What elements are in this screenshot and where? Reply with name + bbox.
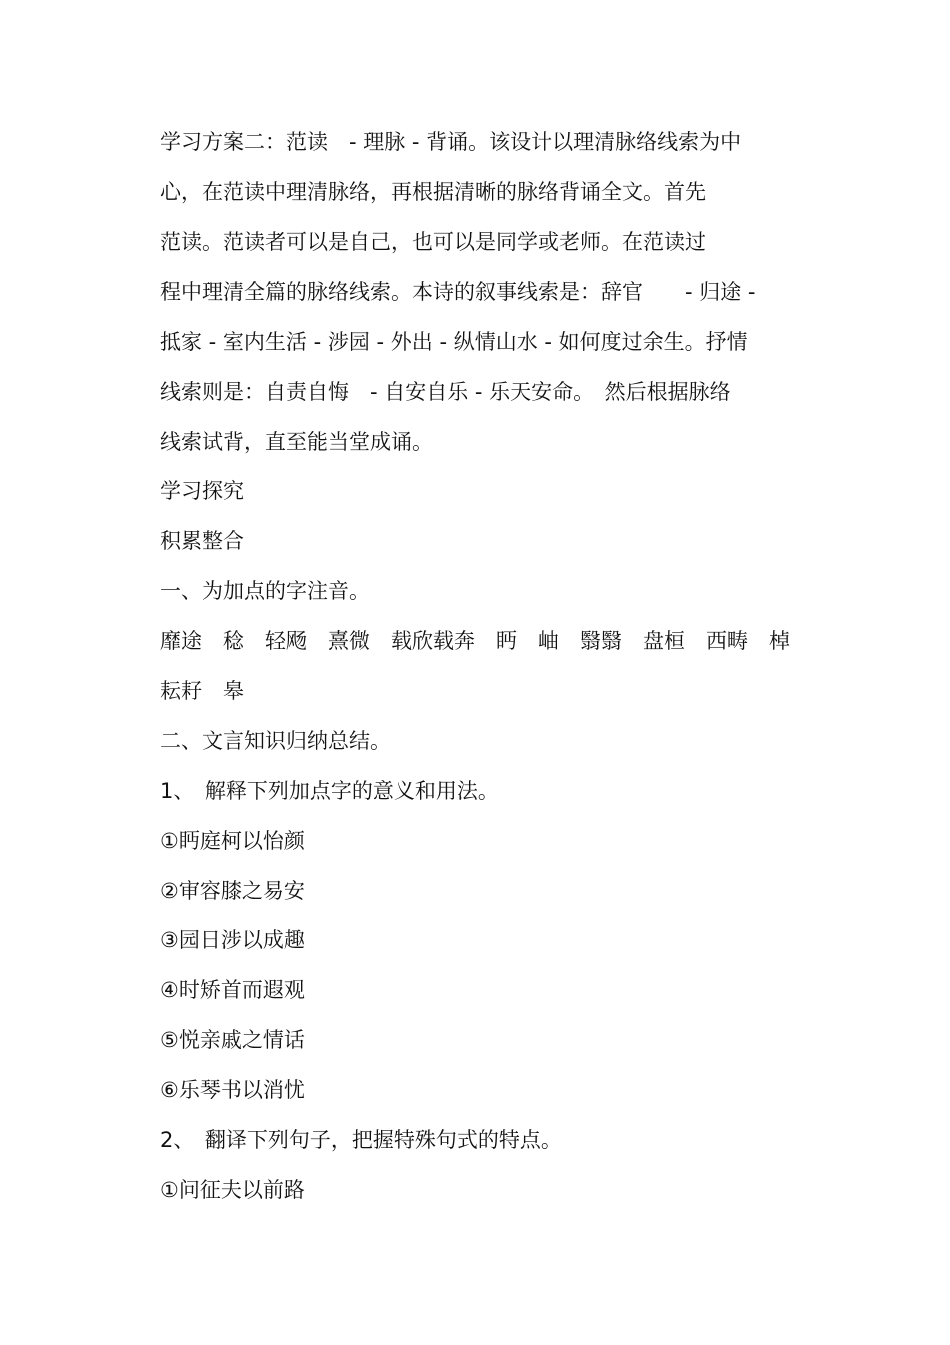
paragraph-line: 心，在范读中理清脉络，再根据清晰的脉络背诵全文。首先 [160,180,706,204]
exercise-heading: 一、为加点的字注音。 [160,579,370,603]
list-item: ⑤悦亲戚之情话 [160,1028,305,1052]
list-item: ⑥乐琴书以消忧 [160,1078,305,1102]
word-list-line: 耘耔 皋 [160,679,244,703]
paragraph-line: 抵家 - 室内生活 - 涉园 - 外出 - 纵情山水 - 如何度过余生。抒情 [160,330,748,354]
exercise-item: 1、 解释下列加点字的意义和用法。 [160,779,499,803]
section-heading: 积累整合 [160,529,244,553]
paragraph-line: 学习方案二：范读 - 理脉 - 背诵。该设计以理清脉络线索为中 [160,130,742,154]
section-heading: 学习探究 [160,479,244,503]
paragraph-line: 线索试背，直至能当堂成诵。 [160,430,433,454]
word-list-line: 靡途 稔 轻飏 熹微 载欣载奔 眄 岫 翳翳 盘桓 西畴 棹 [160,629,790,653]
exercise-item: 2、 翻译下列句子，把握特殊句式的特点。 [160,1128,562,1152]
paragraph-line: 范读。范读者可以是自己，也可以是同学或老师。在范读过 [160,230,706,254]
list-item: ③园日涉以成趣 [160,928,305,952]
list-item: ②审容膝之易安 [160,879,305,903]
paragraph-line: 程中理清全篇的脉络线索。本诗的叙事线索是：辞官 - 归途 - [160,280,756,304]
list-item: ④时矫首而遐观 [160,978,305,1002]
exercise-heading: 二、文言知识归纳总结。 [160,729,391,753]
list-item: ①眄庭柯以怡颜 [160,829,305,853]
list-item: ①问征夫以前路 [160,1178,305,1202]
paragraph-line: 线索则是：自责自悔 - 自安自乐 - 乐天安命。 然后根据脉络 [160,380,731,404]
